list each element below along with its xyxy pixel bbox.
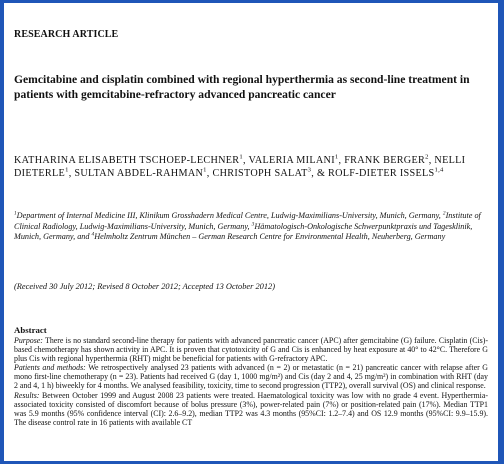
abstract-purpose: Purpose: There is no standard second-line therapy for patients with advanced pancreatic cancer (APC) after gemcitabine (G) failure. Cisplatin (Cis)-based chemotherapy has shown activity in APC. It is proven that cytotoxicity of G and Cis is enhanced by heat exposure at 40° to 42°C. Therefore G plus Cis with regional hyperthermia (RHT) might be beneficial for patients with G-refractory APC. [14, 336, 488, 364]
received-dates: (Received 30 July 2012; Revised 8 October 2012; Accepted 13 October 2012) [14, 282, 276, 291]
author: VALERIA MILANI$^1$, [248, 153, 345, 166]
abstract-heading: Abstract [14, 325, 47, 335]
article-page [4, 3, 498, 461]
author: ROLF-DIETER ISSELS$^{1,4}$ [328, 166, 444, 180]
author: NELLI DIETERLE$^1$, [14, 155, 466, 180]
abstract-results: Results: Between October 1999 and August 2008 23 patients were treated. Haematological toxicity was low with no grade 4 event. Hyperthermia-associated toxicity consisted of discomfort because of bolus pressure (3%), power-related pain (7%) or position-related pain (17%). Median TTP1 was 5.9 months (95% confidence interval (CI): 2.6–9.2), median TTP2 was 4.3 months (95%CI: 1.2–7.4) and OS 12.9 months (95%CI: 9.9–15.9). The disease control rate in 16 patients with available CT [14, 390, 488, 427]
author: SULTAN ABDEL-RAHMAN$^1$, [74, 166, 213, 180]
affiliation: Helmholtz Zentrum München – German Research Centre for Environmental Health, Neuherberg, Germany [94, 232, 446, 242]
section-label: RESEARCH ARTICLE [14, 29, 119, 40]
affiliation: Hämatologisch-Onkologische Schwerpunktpraxis und Tagesklinik, Munich, Germany, and [14, 221, 473, 242]
author: KATHARINA ELISABETH TSCHOEP-LECHNER$^1$, [14, 153, 249, 166]
affiliation: Department of Internal Medicine III, Klinikum Grosshadern Medical Centre, Ludwig-Maximilians-University, Munich, Germany, [16, 211, 443, 220]
author: CHRISTOPH SALAT$^3$, & [212, 166, 329, 180]
affiliations: $^1$Department of Internal Medicine III, Klinikum Grosshadern Medical Centre, Ludwig-Maximilians-University, Munich, Germany, $^2$Institute of Clinical Radiology, Ludwig-Maximilians-University, Munich, Germany, $^3$Hämatologisch-Onkologische Schwerpunktpraxis und Tagesklinik, Munich, Germany, and $^4$Helmholtz Zentrum München – German Research Centre for Environmental Health, Neuherberg, Germany [14, 210, 481, 242]
article-title: Gemcitabine and cisplatin combined with regional hyperthermia as second-line treatment in patients with gemcitabine-refractory advanced pancreatic cancer [14, 73, 470, 101]
affiliation: Institute of Clinical Radiology, Ludwig-Maximilians-University, Munich, Germany, [14, 211, 481, 231]
author-list [14, 154, 488, 180]
abstract-methods: Patients and methods: We retrospectively analysed 23 patients with advanced (n = 2) or metastatic (n = 21) pancreatic cancer with relapse after G mono first-line chemotherapy (n = 23). Patients had received G (day 1, 1000 mg/m²) and Cis (day 2 and 4, 25 mg/m²) in combination with RHT (day 2 and 4, 1 h) biweekly for 4 months. We analysed feasibility, toxicity, time to second progression (TTP2), overall survival (OS) and clinical response. [14, 363, 488, 391]
author: FRANK BERGER$^2$, [344, 153, 435, 166]
abstract-body [14, 336, 488, 427]
